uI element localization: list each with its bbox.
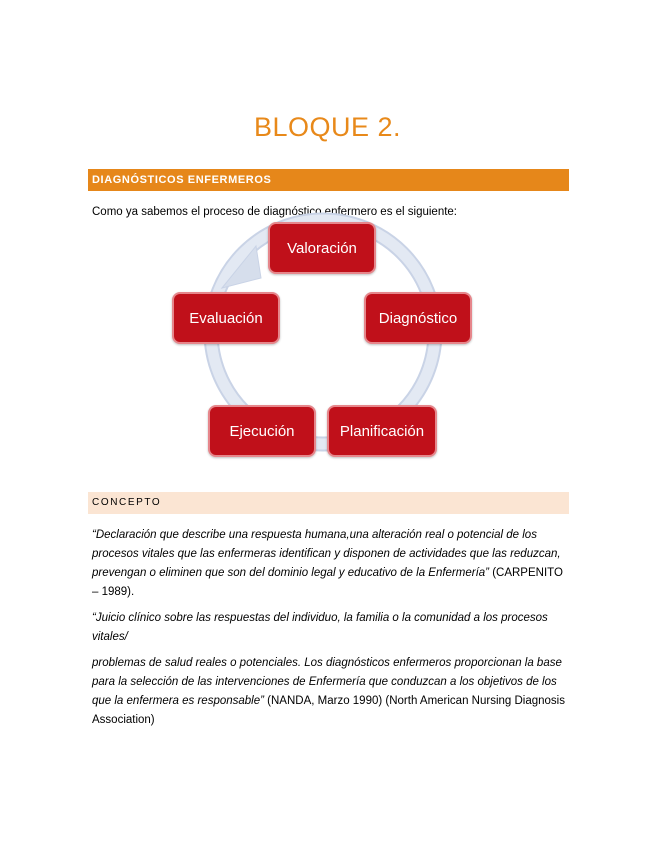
cycle-step-valoracion xyxy=(268,222,376,274)
section-heading-diagnosticos: DIAGNÓSTICOS ENFERMEROS xyxy=(88,169,569,191)
definition-source: (CARPENITO – 1989). xyxy=(92,567,563,598)
cycle-step-label: Valoración xyxy=(287,239,357,257)
cycle-step-planificacion xyxy=(327,405,437,457)
definition-quote: “Juicio clínico sobre las respuestas del individuo, la familia o la comunidad a los procesos vitales/ xyxy=(92,612,548,643)
page-title: BLOQUE 2. xyxy=(253,112,402,142)
definition-carpenito xyxy=(92,526,570,602)
definition-nanda-part2 xyxy=(92,654,570,730)
definition-quote: “Declaración que describe una respuesta humana,una alteración real o potencial de los procesos vitales que las enfermeras identifican y disponen de actividades que las reduzcan, prevengan o eliminen que son del dominio legal y educativo de la Enfermería” xyxy=(92,529,561,579)
intro-text: Como ya sabemos el proceso de diagnóstico enfermero es el siguiente: xyxy=(92,206,458,218)
cycle-step-label: Ejecución xyxy=(229,422,295,440)
cycle-step-label: Planificación xyxy=(339,422,425,440)
cycle-step-label: Diagnóstico xyxy=(378,309,458,327)
definition-source: (NANDA, Marzo 1990) (North American Nursing Diagnosis Association) xyxy=(92,695,565,726)
cycle-step-label: Evaluación xyxy=(189,309,263,327)
definition-quote: problemas de salud reales o potenciales. Los diagnósticos enfermeros proporcionan la base para la selección de las intervenciones de Enfermería que conduzcan a los objetivos de los que la enfermera es responsable” xyxy=(92,657,562,707)
definition-nanda-part1 xyxy=(92,609,570,647)
section-heading-concepto: CONCEPTO xyxy=(88,492,569,514)
cycle-step-evaluacion xyxy=(172,292,280,344)
cycle-step-diagnostico xyxy=(364,292,472,344)
cycle-step-ejecucion xyxy=(208,405,316,457)
